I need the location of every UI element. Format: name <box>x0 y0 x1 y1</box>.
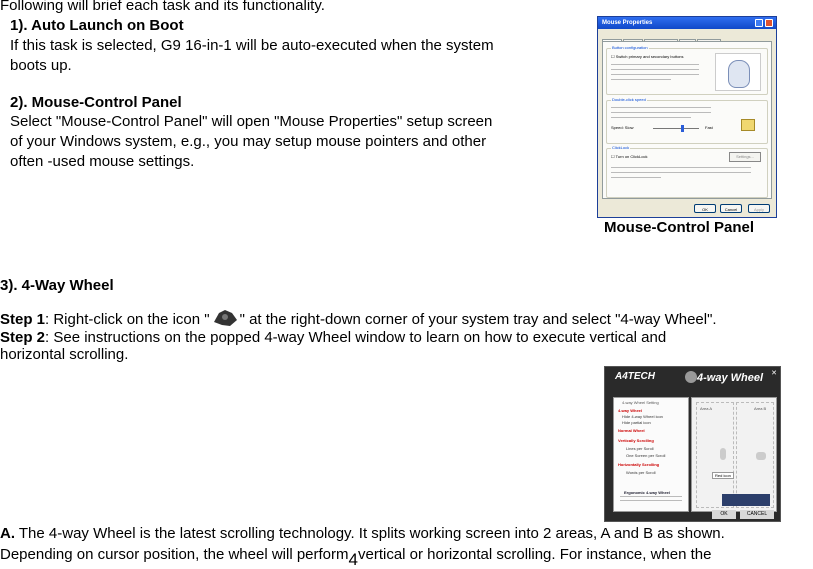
speed-slider-thumb <box>681 125 684 132</box>
double-click-group <box>606 97 768 144</box>
section3-heading: 3). 4-Way Wheel <box>0 277 114 294</box>
speed-row: Speed: Slow <box>611 125 634 130</box>
help-icon <box>755 19 763 27</box>
wheel-settings-panel <box>613 397 689 512</box>
ok-button: OK <box>694 204 716 213</box>
desc-line <box>611 112 711 113</box>
step1-text-a: : Right-click on the icon " <box>45 311 210 328</box>
wheel-logo-icon <box>685 371 697 383</box>
section2-line3: often -used mouse settings. <box>10 153 195 170</box>
desc-line <box>611 79 671 80</box>
speed-slow-label: Slow <box>624 125 634 130</box>
section-a-text1: The 4-way Wheel is the latest scrolling technology. It splits working screen into 2 areas, A and B as shown. <box>15 525 725 542</box>
clicklock-checkbox: ☐ Turn on ClickLock <box>611 154 648 159</box>
ergonomic-label: Ergonomic 4-way Wheel <box>624 490 671 495</box>
section2-heading: 2). Mouse-Control Panel <box>10 94 182 111</box>
step2-line1: : See instructions on the popped 4-way Wheel window to learn on how to execute vertical and <box>45 329 667 346</box>
apply-button: Apply <box>748 204 770 213</box>
switch-checkbox: ☐ Switch primary and secondary buttons <box>611 54 684 59</box>
step1-label: Step 1 <box>0 311 46 328</box>
dialog-tabs <box>602 32 772 41</box>
info-box <box>722 494 770 506</box>
dialog-panel <box>602 41 772 199</box>
area-a-box <box>696 402 734 508</box>
checkbox-label: Switch primary and secondary buttons <box>615 54 684 59</box>
scroll-indicator-icon <box>756 452 766 460</box>
checkbox-label: Turn on ClickLock <box>615 154 648 159</box>
vertical-scrolling-label: Vertically Scrolling <box>618 438 654 443</box>
option-lines-per-scroll: Lines per Scroll <box>626 446 654 451</box>
dialog-title: Mouse Properties <box>602 20 653 26</box>
section-a-line2 <box>0 544 712 569</box>
section-a-line1 <box>0 524 725 544</box>
four-way-wheel-screenshot <box>604 366 781 522</box>
desc-line <box>611 177 661 178</box>
option-normal-wheel: Normal Wheel <box>618 428 645 433</box>
option-4way: 4-way Wheel <box>618 408 643 413</box>
step1-text-b: " at the right-down corner of your system tray and select "4-way Wheel". <box>239 311 717 328</box>
section2-line1: Select "Mouse-Control Panel" will open "Mouse Properties" setup screen <box>10 113 493 130</box>
scroll-indicator-icon <box>720 448 726 460</box>
desc-line <box>611 117 691 118</box>
ok-button: OK <box>712 510 736 519</box>
page-number: 4 <box>348 550 358 569</box>
speed-slider-track <box>653 128 699 129</box>
panel-title: 4-way Wheel Setting <box>622 400 659 405</box>
wheel-window-title: 4-way Wheel <box>697 372 764 384</box>
step2-line2: horizontal scrolling. <box>0 346 129 363</box>
red-icon-label: Red icon <box>712 472 734 479</box>
area-b-label: Area B <box>754 406 767 411</box>
wheel-tray-icon <box>210 308 240 328</box>
area-b-box <box>736 402 774 508</box>
cancel-button: Cancel <box>720 204 742 213</box>
clicklock-group <box>606 145 768 198</box>
step1-paragraph <box>0 308 717 330</box>
mouse-panel-caption: Mouse-Control Panel <box>604 219 755 236</box>
desc-line <box>611 107 711 108</box>
section1-line1: If this task is selected, G9 16-in-1 will be auto-executed when the system <box>10 37 494 54</box>
option-hide-partial: Hide partial icon <box>622 420 651 425</box>
group-label: ClickLock <box>612 145 630 150</box>
group-label: Double-click speed <box>612 97 646 102</box>
intro-text: Following will brief each task and its functionality. <box>0 0 325 14</box>
close-icon <box>765 19 773 27</box>
button-config-group <box>606 45 768 95</box>
desc-line <box>611 64 699 65</box>
horizontal-scrolling-label: Horizontally Scrolling <box>618 462 660 467</box>
speed-fast-label: Fast <box>705 125 713 130</box>
wheel-areas-preview <box>691 397 777 512</box>
desc-line <box>611 74 699 75</box>
mouse-icon <box>728 60 750 88</box>
close-icon: ✕ <box>771 370 777 377</box>
mouse-image <box>715 53 761 91</box>
section-a-label: A. <box>0 525 15 542</box>
section1-line2: boots up. <box>10 57 72 74</box>
group-label: Button configuration <box>612 45 648 50</box>
desc-line <box>611 69 699 70</box>
option-hide-icon: Hide 4-way Wheel icon <box>622 414 663 419</box>
settings-button: Settings... <box>729 152 761 162</box>
desc-line <box>611 172 751 173</box>
desc-line <box>620 500 682 501</box>
section-a-text2b: vertical or horizontal scrolling. For instance, when the <box>357 546 712 563</box>
step2-label: Step 2 <box>0 329 46 346</box>
desc-line <box>620 496 682 497</box>
dialog-titlebar <box>598 17 776 29</box>
section-a-text2a: Depending on cursor position, the wheel will perform <box>0 546 349 563</box>
option-one-screen: One Screen per Scroll <box>626 453 666 458</box>
mouse-properties-screenshot <box>597 16 777 218</box>
folder-icon <box>741 119 755 131</box>
section2-line2: of your Windows system, e.g., you may setup mouse pointers and other <box>10 133 487 150</box>
cancel-button: CANCEL <box>740 510 774 519</box>
area-a-label: Area A <box>700 406 713 411</box>
option-words-per-scroll: Words per Scroll <box>626 470 656 475</box>
section1-heading: 1). Auto Launch on Boot <box>10 17 184 34</box>
a4tech-logo: A4TECH <box>615 371 656 382</box>
desc-line <box>611 167 751 168</box>
